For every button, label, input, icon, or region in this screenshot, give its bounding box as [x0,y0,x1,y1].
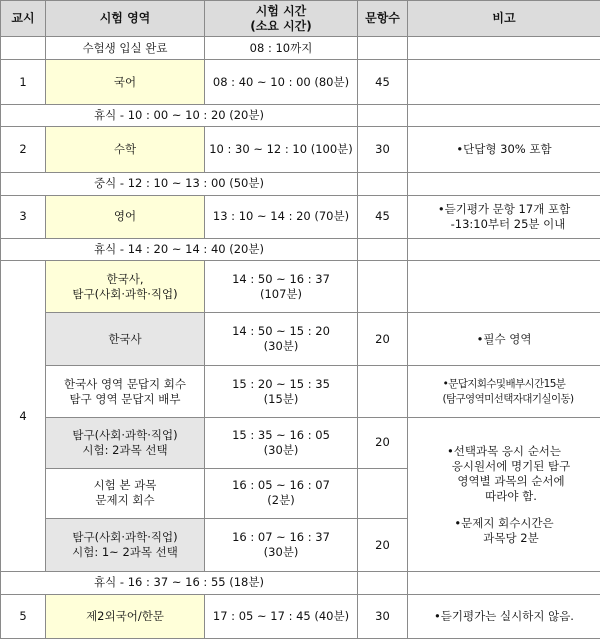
break-2: 휴식 - 14 : 20 ~ 14 : 40 (20분) [1,238,358,260]
period-2-subject: 수학 [46,126,205,172]
period-4-order-line-2: 응시원서에 명기된 탐구 [451,458,571,473]
period-4: 4 [1,261,46,572]
period-3-row [1,195,600,238]
break-1: 휴식 - 10 : 00 ~ 10 : 20 (20분) [1,104,358,126]
period-4b-row [1,313,600,365]
break-3-row [1,572,600,594]
period-4b-subject: 한국사 [46,313,205,365]
break-2-row [1,238,600,260]
period-4a-subject: 한국사, 탐구(사회·과학·직업) [46,261,205,313]
period-4e-subject: 시험 본 과목 문제지 회수 [46,468,205,518]
header-time: 시험 시간 (소요 시간) [205,1,358,37]
period-4d-count: 20 [358,418,408,468]
period-2-time: 10 : 30 ~ 12 : 10 (100분) [205,126,358,172]
header-note: 비고 [408,1,600,37]
period-5-time: 17 : 05 ~ 17 : 45 (40분) [205,594,358,638]
period-4d-time: 15 : 35 ~ 16 : 05 (30분) [205,418,358,468]
period-4-collect-line-2: 과목당 2분 [483,530,539,545]
lunch-break: 중식 - 12 : 10 ~ 13 : 00 (50분) [1,173,358,195]
header-subject: 시험 영역 [46,1,205,37]
period-3-time: 13 : 10 ~ 14 : 20 (70분) [205,195,358,238]
period-4d-row [1,418,600,468]
period-2: 2 [1,126,46,172]
period-4c-note-line-1: •문답지회수및배부시간15분 [442,377,566,390]
entry-time: 08 : 10까지 [205,37,358,60]
period-4c-subject: 한국사 영역 문답지 회수 탐구 영역 문답지 배부 [46,365,205,417]
period-2-row [1,126,600,172]
entry-row [1,37,600,60]
period-5-row [1,594,600,638]
period-1-count: 45 [358,60,408,104]
period-1: 1 [1,60,46,104]
period-3: 3 [1,195,46,238]
period-1-subject: 국어 [46,60,205,104]
period-2-count: 30 [358,126,408,172]
period-3-count: 45 [358,195,408,238]
period-3-note-line-2: -13:10부터 25분 이내 [450,216,566,231]
period-3-note [408,195,600,238]
period-3-note-line-1: •듣기평가 문항 17개 포함 [437,201,571,216]
period-4-notes [408,418,600,572]
period-3-subject: 영어 [46,195,205,238]
period-4-collect-line-1: •문제지 회수시간은 [454,515,554,530]
period-2-note: •단답형 30% 포함 [408,126,600,172]
period-4-order-line-4: 따라야 함. [485,488,537,503]
period-4e-time: 16 : 05 ~ 16 : 07 (2분) [205,468,358,518]
period-4f-time: 16 : 07 ~ 16 : 37 (30분) [205,519,358,572]
period-4b-note: •필수 영역 [408,313,600,365]
period-4f-subject: 탐구(사회·과학·직업) 시험: 1~ 2과목 선택 [46,519,205,572]
period-4d-subject: 탐구(사회·과학·직업) 시험: 2과목 선택 [46,418,205,468]
period-4-order-line-3: 영역별 과목의 순서에 [457,473,565,488]
period-4b-count: 20 [358,313,408,365]
period-1-time: 08 : 40 ~ 10 : 00 (80분) [205,60,358,104]
period-4c-row [1,365,600,417]
header-row [1,1,600,37]
period-4-order-line-1: •선택과목 응시 순서는 [446,443,562,458]
entry-label: 수험생 입실 완료 [46,37,205,60]
period-4c-time: 15 : 20 ~ 15 : 35 (15분) [205,365,358,417]
period-5: 5 [1,594,46,638]
period-4c-note [408,365,600,417]
period-4c-note-line-2: (탐구영역미선택자대기실이동) [442,392,574,405]
lunch-row [1,173,600,195]
period-5-subject: 제2외국어/한문 [46,594,205,638]
header-period: 교시 [1,1,46,37]
period-1-row [1,60,600,104]
period-4b-time: 14 : 50 ~ 15 : 20 (30분) [205,313,358,365]
break-3: 휴식 - 16 : 37 ~ 16 : 55 (18분) [1,572,358,594]
break-1-row [1,104,600,126]
period-5-count: 30 [358,594,408,638]
header-count: 문항수 [358,1,408,37]
period-4a-row [1,261,600,313]
period-5-note: •듣기평가는 실시하지 않음. [408,594,600,638]
period-4f-count: 20 [358,519,408,572]
period-4a-time: 14 : 50 ~ 16 : 37 (107분) [205,261,358,313]
